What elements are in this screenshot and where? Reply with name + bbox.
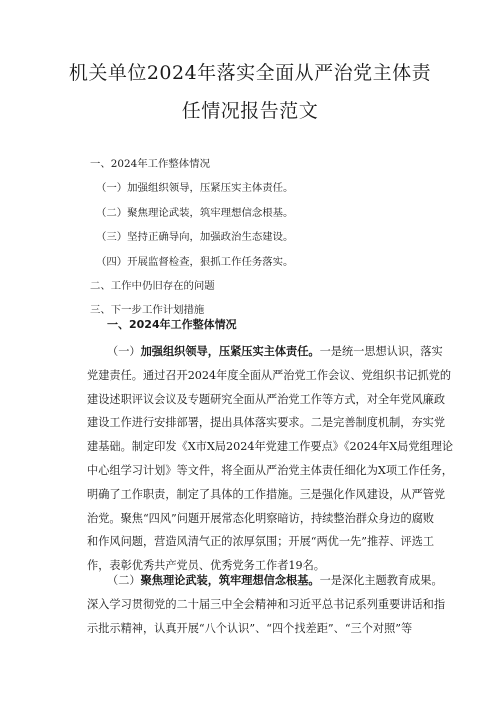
paragraph-line: 中心组学习计划》等文件，将全面从严治党主体责任细化为X项工作任务，	[87, 463, 453, 477]
paragraph-line: 示批示精神，认真开展“八个认识”、“四个找差距”、“三个对照”等	[87, 621, 413, 635]
paragraph-number: （二）	[107, 574, 141, 587]
toc-item: 三、下一步工作计划措施	[90, 304, 205, 317]
document-title-line1: 机关单位2024年落实全面从严治党主体责	[68, 62, 432, 84]
paragraph-line: 党建责任。通过召开2024年度全面从严治党工作会议、党组织书记抓党的	[87, 368, 452, 382]
document-title-line2: 任情况报告范文	[181, 100, 319, 122]
paragraph-first-line	[87, 569, 442, 593]
paragraph-line: 深入学习贯彻党的二十届三中全会精神和习近平总书记系列重要讲话和指	[87, 597, 446, 611]
toc-item: 二、工作中仍旧存在的问题	[90, 279, 215, 292]
paragraph-line: 和作风问题，营造风清气正的浓厚氛围；开展“两优一先”推荐、评选工	[87, 535, 435, 549]
paragraph-line: 建设工作进行安排部署，提出具体落实要求。二是完善制度机制，夯实党	[87, 416, 446, 430]
body-paragraph	[87, 340, 454, 578]
paragraph-line: 建设述职评议会议及专题研究全面从严治党工作等方式，对全年党风廉政	[87, 392, 446, 406]
body-paragraph	[87, 569, 446, 640]
toc-item: （二）聚焦理论武装，筑牢理想信念根基。	[96, 206, 294, 219]
toc-item: （四）开展监督检查，狠抓工作任务落实。	[96, 255, 294, 268]
toc-item: （一）加强组织领导，压紧压实主体责任。	[96, 182, 294, 195]
paragraph-line: 作，表彰优秀共产党员、优秀党务工作者19名。	[87, 559, 325, 573]
paragraph-lead: 加强组织领导，压紧压实主体责任。	[140, 345, 320, 358]
toc-item: 一、2024年工作整体情况	[90, 158, 210, 170]
paragraph-first-line	[87, 340, 442, 364]
paragraph-line: 治党。聚焦“四风”问题开展常态化明察暗访，持续整治群众身边的腐败	[87, 511, 435, 525]
paragraph-line: 建基础。制定印发《X市X局2024年党建工作要点》《2024年X局党组理论	[87, 440, 454, 454]
paragraph-text: 一是统一思想认识，落实	[319, 345, 443, 358]
paragraph-line: 明确了工作职责，制定了具体的工作措施。三是强化作风建设，从严管党	[87, 487, 446, 501]
paragraph-text: 一是深化主题教育成果。	[319, 574, 443, 587]
paragraph-number: （一）	[107, 345, 141, 358]
toc-item: （三）坚持正确导向，加强政治生态建设。	[96, 231, 294, 244]
table-of-contents	[90, 152, 293, 323]
section-heading: 一、2024年工作整体情况	[107, 318, 237, 331]
paragraph-lead: 聚焦理论武装，筑牢理想信念根基。	[140, 574, 320, 587]
